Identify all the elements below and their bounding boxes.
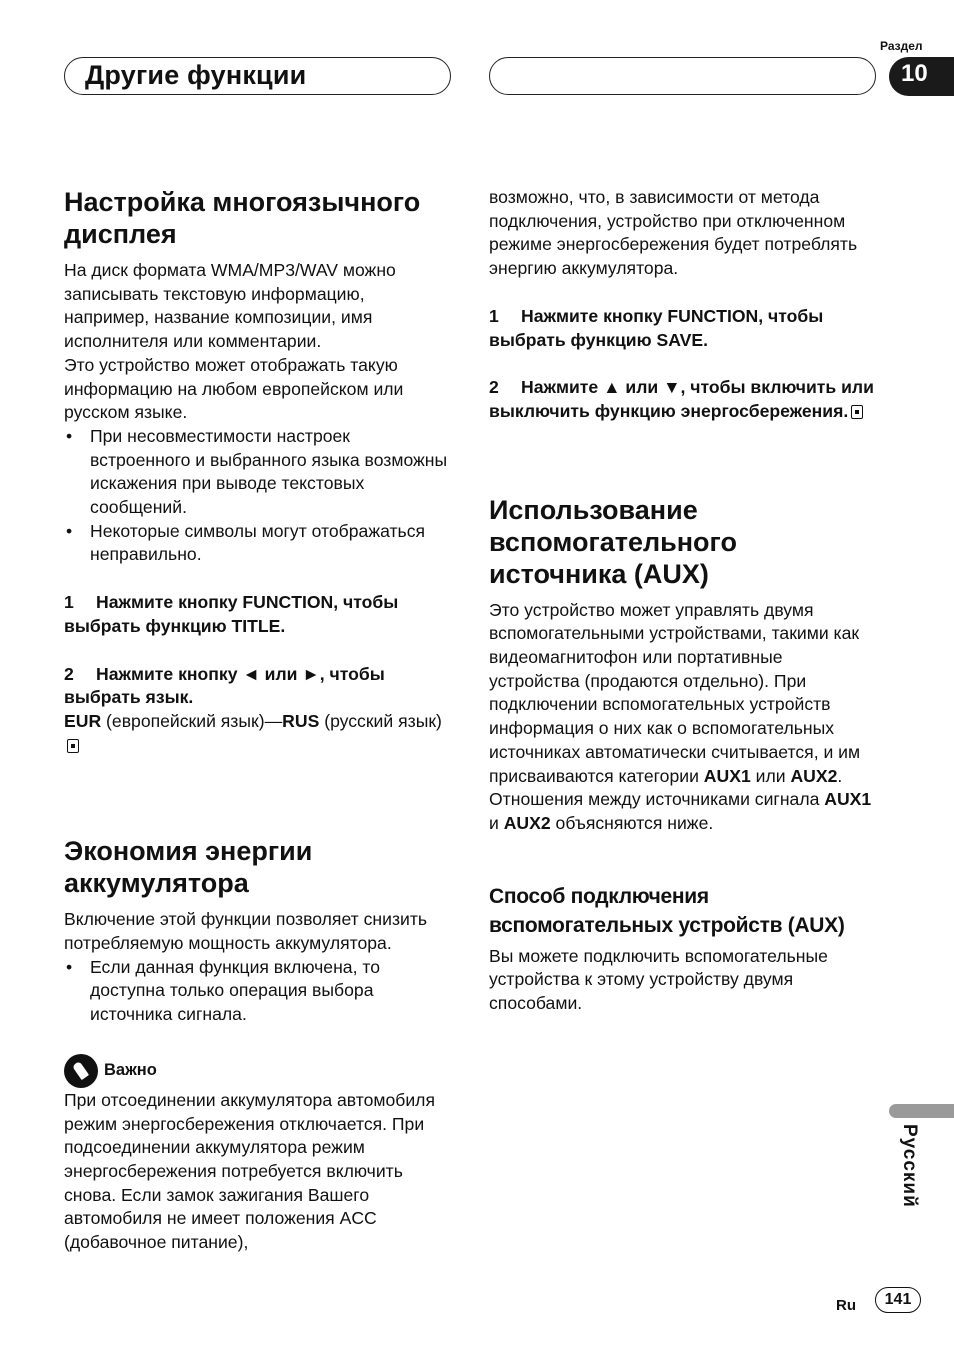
aux2-label: AUX2 (790, 765, 838, 786)
paragraph: Вы можете подключить вспомогательные устройства к этому устройству двумя способами. (489, 945, 828, 1014)
text: Это устройство может управлять двумя вспомогательными устройствами, такими как видеомагнитофон или портативные устройства (продаются отдельно). При подключении вспомогательных устройств информация о них как о вспомогательных источниках автоматически считывается, и им присваиваются категории (489, 599, 861, 786)
step-1 (489, 305, 875, 352)
end-of-section-icon (851, 405, 863, 419)
heading-battery-saving: Экономия энергии аккумулятора (64, 836, 313, 899)
heading-multilang-display: Настройка многоязычного дисплея (64, 187, 421, 249)
heading-aux-source: Использование вспомогательного источника (AUX) (489, 494, 737, 589)
subheading-aux-connection: Способ подключения вспомогательных устройств (AUX) (489, 884, 845, 937)
step-number: 1 (489, 305, 499, 326)
step-text: Нажмите кнопку ◄ или ►, чтобы выбрать язык. (64, 663, 385, 708)
left-column (64, 186, 450, 1255)
step-1 (64, 591, 450, 638)
end-of-section-icon (67, 739, 79, 753)
page-number: 141 (875, 1287, 921, 1313)
paragraph: Включение этой функции позволяет снизить потребляемую мощность аккумулятора. (64, 909, 428, 954)
section-label: Раздел (880, 39, 923, 53)
text: объясняются ниже. (550, 812, 714, 833)
step-number: 1 (64, 592, 74, 613)
step-text: Нажмите кнопку FUNCTION, чтобы выбрать функцию SAVE. (489, 305, 824, 350)
step-2 (489, 376, 875, 423)
text: или (750, 765, 791, 786)
list-item: • Если данная функция включена, то доступна только операция выбора источника сигнала. (64, 956, 450, 1027)
paragraph-continued: возможно, что, в зависимости от метода подключения, устройство при отключенном режиме энергосбережения будет потреблять энергию аккумулятора. (489, 187, 858, 279)
language-tab-bar (889, 1104, 954, 1118)
bullet-list (64, 956, 450, 1027)
step-number: 2 (489, 377, 499, 398)
footer-lang: Ru (836, 1297, 856, 1314)
paragraph: Это устройство может отображать такую информацию на любом европейском или русском языке. (64, 354, 404, 423)
right-column (489, 186, 875, 1016)
aux1-label: AUX1 (703, 765, 751, 786)
step-number: 2 (64, 663, 74, 684)
option-eur: EUR (64, 710, 102, 731)
important-note-header (64, 1054, 450, 1088)
section-number-badge: 10 (889, 57, 954, 96)
text: . Отношения между источниками сигнала (489, 765, 843, 810)
chapter-header (64, 57, 451, 95)
language-options (64, 710, 450, 757)
option-eur-desc: (европейский язык)— (101, 710, 283, 731)
list-item: • Некоторые символы могут отображаться неправильно. (64, 520, 450, 567)
language-label: Русский (899, 1124, 920, 1208)
paragraph: На диск формата WMA/MP3/WAV можно записывать текстовую информацию, например, название композиции, имя исполнителя или комментарии. (64, 260, 396, 352)
header-blank-pill (489, 57, 876, 95)
option-rus-desc: (русский язык) (319, 710, 442, 731)
chapter-title: Другие функции (85, 60, 307, 90)
aux2-label: AUX2 (503, 812, 551, 833)
important-icon (64, 1054, 98, 1088)
step-2 (64, 663, 450, 710)
step-text: Нажмите кнопку FUNCTION, чтобы выбрать функцию TITLE. (64, 592, 399, 636)
list-item: • При несовместимости настроек встроенного и выбранного языка возможны искажения при выводе текстовых сообщений. (64, 425, 450, 520)
option-rus: RUS (282, 710, 320, 731)
bullet-list (64, 425, 450, 567)
paragraph (489, 599, 875, 836)
aux1-label: AUX1 (824, 789, 872, 810)
important-label: Важно (104, 1061, 157, 1080)
text: и (489, 812, 504, 833)
step-text: Нажмите ▲ или ▼, чтобы включить или выключить функцию энергосбережения. (489, 377, 874, 421)
important-text: При отсоединении аккумулятора автомобиля режим энергосбережения отключается. При подсоединении аккумулятора режим энергосбережения потребуется включить снова. Если замок зажигания Вашего автомобиля не имеет положения ACC (добавочное питание), (64, 1089, 435, 1253)
